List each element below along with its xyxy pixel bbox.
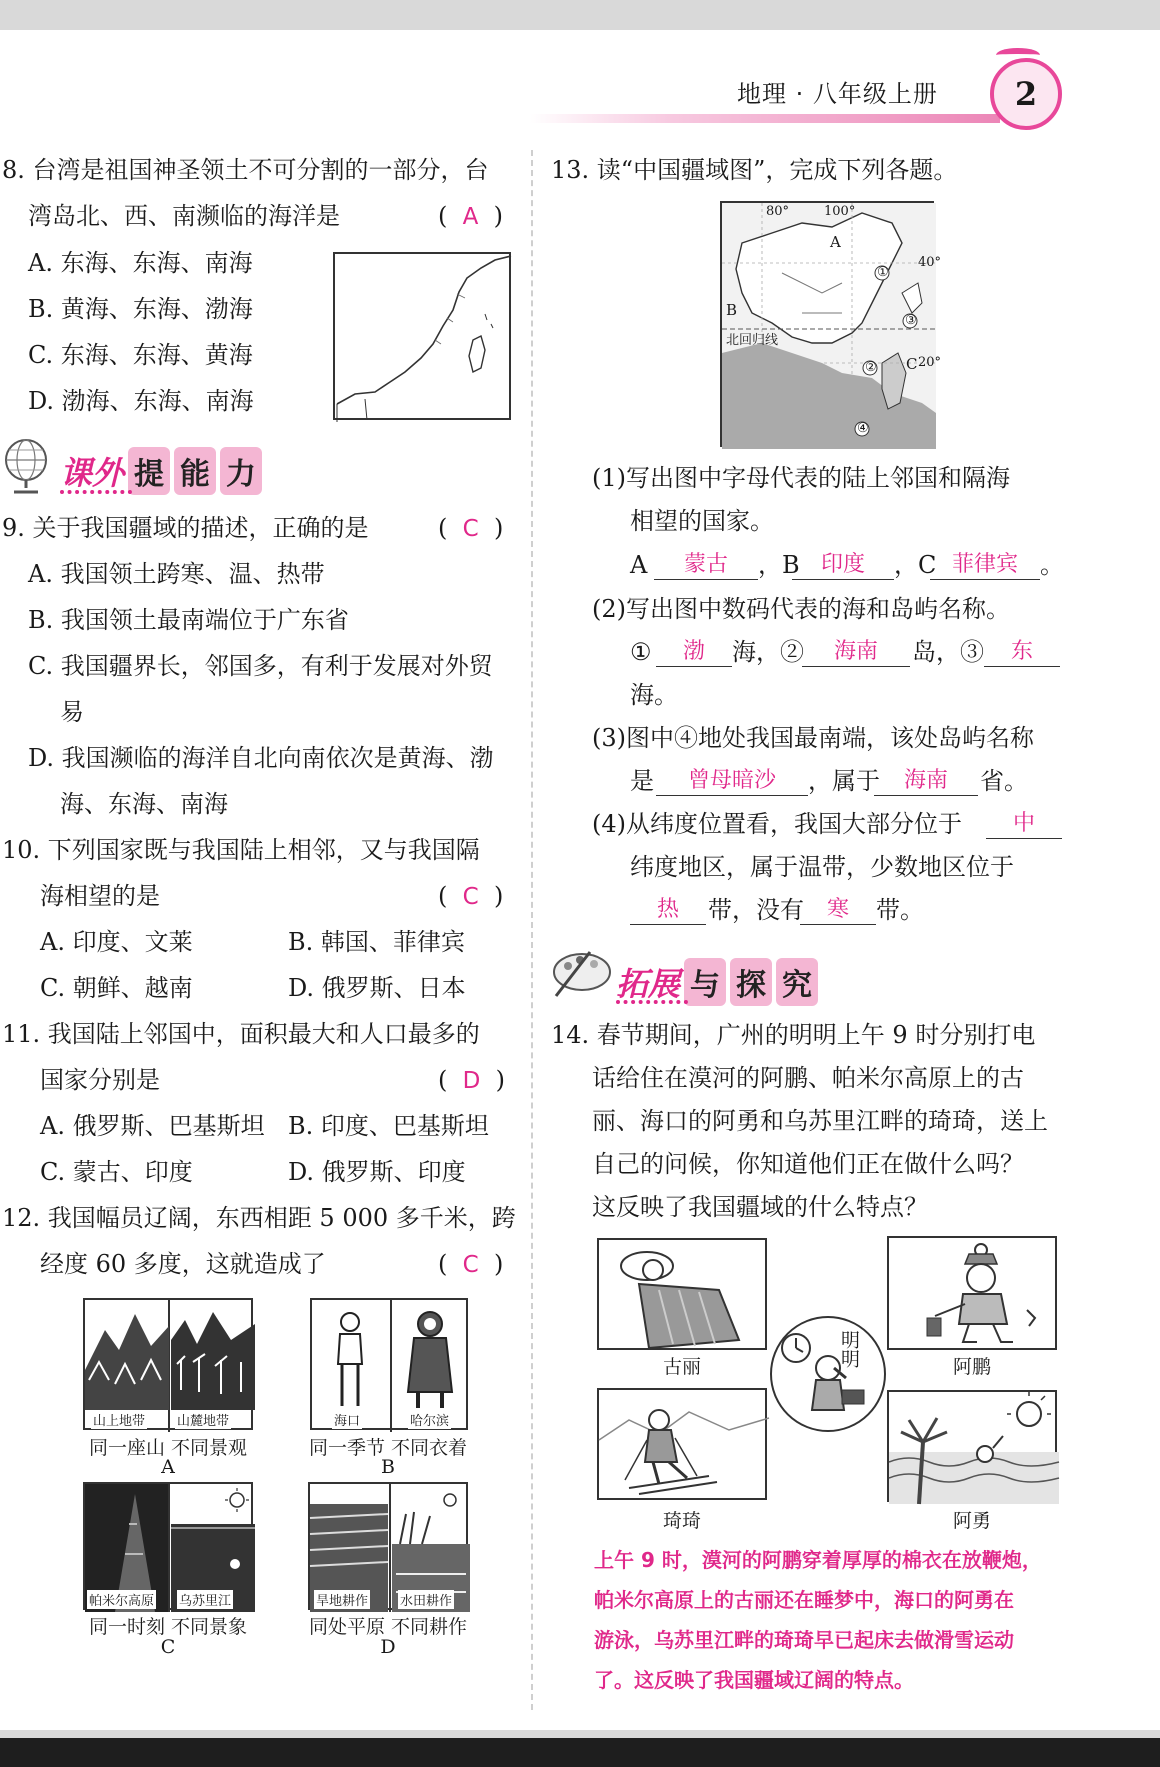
q14-stem-line2: 话给住在漠河的阿鹏、帕米尔高原上的古	[592, 1064, 1024, 1092]
q8-option-b: B. 黄海、东海、渤海	[28, 295, 253, 323]
q14-stem-line1: 14. 春节期间，广州的明明上午 9 时分别打电	[551, 1021, 1036, 1049]
q11-stem-line2: 国家分别是	[40, 1066, 160, 1094]
q8-stem-line1: 8. 台湾是祖国神圣领土不可分割的一部分，台	[2, 156, 489, 184]
q12-d-right-label: 水田耕作	[398, 1590, 454, 1609]
q13-p2-answer-3: 东	[984, 637, 1060, 667]
q12-stem-line2: 经度 60 多度，这就造成了	[40, 1250, 326, 1278]
map-marker-4: ④	[857, 421, 869, 436]
map-marker-2: ②	[865, 360, 877, 375]
guli-caption: 古丽	[662, 1356, 701, 1378]
q13-p4-answer-1: 中	[986, 809, 1062, 839]
q9-option-b: B. 我国领土最南端位于广东省	[28, 606, 349, 634]
bottom-bar	[0, 1738, 1160, 1767]
taiwan-coast-map	[333, 252, 511, 420]
q14-answer-line1: 上午 9 时，漠河的阿鹏穿着厚厚的棉衣在放鞭炮，	[594, 1548, 1042, 1572]
apeng-firecracker-panel	[887, 1236, 1057, 1350]
q13-p1-b-label: ，B	[758, 551, 800, 579]
phone-call-icon	[772, 1318, 884, 1430]
q8-stem-line2: 湾岛北、西、南濒临的海洋是	[28, 202, 340, 230]
skier-icon	[599, 1390, 769, 1502]
paint-palette-icon	[550, 944, 612, 1000]
swimmer-beach-icon	[889, 1392, 1059, 1504]
q13-p3-line1: (3)图中④地处我国最南端，该处岛屿名称	[592, 724, 1034, 752]
q12-d-left-label: 旱地耕作	[314, 1590, 370, 1609]
q11-option-d: D. 俄罗斯、印度	[288, 1158, 466, 1186]
q13-p4-line2: 纬度地区，属于温带，少数地区位于	[630, 853, 1014, 881]
section-extra-part1: 课外	[60, 454, 125, 492]
section-explore-underline	[616, 1000, 688, 1004]
q13-p3-t1: 是	[630, 767, 654, 795]
q13-p3-answer-2: 海南	[874, 766, 978, 796]
child-firecracker-icon	[889, 1238, 1059, 1352]
guli-sleeping-panel	[597, 1238, 767, 1350]
q14-answer	[594, 1540, 1064, 1700]
q11-answer: D	[462, 1068, 481, 1094]
q8-option-d: D. 渤海、东海、南海	[28, 387, 254, 415]
page-number: 2	[1014, 75, 1038, 113]
q10-option-a: A. 印度、文莱	[40, 928, 193, 956]
q13-p4-t2: 带。	[876, 896, 924, 924]
q10-option-d: D. 俄罗斯、日本	[288, 974, 466, 1002]
q13-p3-answer-1: 曾母暗沙	[656, 766, 808, 796]
q12-d-letter: D	[380, 1636, 396, 1658]
q8-option-c: C. 东海、东海、黄海	[28, 341, 253, 369]
q9-option-d-line1: D. 我国濒临的海洋自北向南依次是黄海、渤	[28, 744, 494, 772]
q13-stem: 13. 读“中国疆域图”，完成下列各题。	[551, 156, 958, 184]
q13-p4-line1: (4)从纬度位置看，我国大部分位于	[592, 810, 962, 838]
q14-stem-line3: 丽、海口的阿勇和乌苏里江畔的琦琦，送上	[592, 1107, 1048, 1135]
q13-p2-t1: 海，②	[732, 638, 804, 666]
q13-p1-line2: 相望的国家。	[630, 507, 774, 535]
q13-p2-t2: 岛，③	[912, 638, 984, 666]
map-lat-40: 40°	[918, 255, 942, 270]
mingming-label: 明明	[838, 1330, 860, 1368]
q11-option-a: A. 俄罗斯、巴基斯坦	[40, 1112, 265, 1140]
q13-p1-a-answer: 蒙古	[654, 550, 758, 580]
q13-p1-c-label: ，C	[894, 551, 937, 579]
q13-p4-answer-3: 寒	[800, 895, 876, 925]
q10-answer: C	[462, 884, 479, 910]
q11-option-c: C. 蒙古、印度	[40, 1158, 193, 1186]
taiwan-coast-map-drawing	[335, 254, 513, 422]
q12-d-caption: 同处平原 不同耕作	[308, 1616, 468, 1638]
section-header-explore	[616, 958, 818, 1006]
map-lat-20: 20°	[918, 355, 942, 370]
q13-p3-t2: ，属于	[808, 767, 880, 795]
section-explore-part1: 拓展	[616, 965, 681, 1003]
q13-p2-t3: 海。	[630, 681, 678, 709]
q12-c-right-label: 乌苏里江	[177, 1590, 233, 1609]
q10-answer-bracket: ( C )	[438, 882, 504, 910]
q9-option-c-line2: 易	[60, 698, 84, 726]
q12-b-letter: B	[381, 1456, 395, 1478]
q12-a-right-label: 山麓地带	[175, 1410, 231, 1429]
q9-answer: C	[462, 516, 479, 542]
q13-p1-b-answer: 印度	[792, 550, 894, 580]
q12-stem-line1: 12. 我国幅员辽阔，东西相距 5 000 多千米，跨	[2, 1204, 516, 1232]
q14-answer-line3: 游泳，乌苏里江畔的琦琦早已起床去做滑雪运动	[594, 1628, 1014, 1652]
map-lon-100: 100°	[824, 204, 856, 219]
q12-a-left-label: 山上地带	[91, 1410, 147, 1429]
q12-answer: C	[462, 1252, 479, 1278]
q13-p3-t3: 省。	[980, 767, 1028, 795]
section-extra-part3: 能	[174, 447, 216, 495]
map-marker-1: ①	[877, 265, 889, 280]
q12-b-left-label: 海口	[332, 1410, 362, 1429]
q12-b-caption: 同一季节 不同衣着	[308, 1437, 468, 1459]
q13-p4-t1: 带，没有	[708, 896, 804, 924]
map-label-c: C	[906, 355, 918, 373]
q13-p2-line1: (2)写出图中数码代表的海和岛屿名称。	[592, 595, 1010, 623]
ayong-swimming-panel	[887, 1390, 1057, 1502]
q9-stem: 9. 关于我国疆域的描述，正确的是	[2, 514, 369, 542]
q12-c-left-label: 帕米尔高原	[87, 1590, 156, 1609]
q12-figure-b	[310, 1298, 468, 1430]
map-tropic-label: 北回归线	[726, 333, 779, 348]
section-header-extra	[60, 447, 262, 495]
q13-p4-answer-2: 热	[630, 895, 706, 925]
q10-stem-line2: 海相望的是	[40, 882, 160, 910]
q14-answer-line2: 帕米尔高原上的古丽还在睡梦中，海口的阿勇在	[594, 1588, 1014, 1612]
header-rule	[530, 114, 1000, 123]
section-explore-part2: 与	[684, 958, 726, 1006]
section-extra-part2: 提	[128, 447, 170, 495]
q9-answer-bracket: ( C )	[438, 514, 504, 542]
q13-p1-end: 。	[1040, 551, 1064, 579]
q10-option-b: B. 韩国、菲律宾	[288, 928, 465, 956]
q12-a-letter: A	[161, 1456, 175, 1478]
q14-stem-line5: 这反映了我国疆域的什么特点？	[592, 1193, 928, 1221]
q9-option-a: A. 我国领土跨寒、温、热带	[28, 560, 325, 588]
q9-option-c-line1: C. 我国疆界长，邻国多，有利于发展对外贸	[28, 652, 493, 680]
map-label-b: B	[726, 301, 738, 319]
q13-p1-line1: (1)写出图中字母代表的陆上邻国和隔海	[592, 464, 1010, 492]
header-title: 地理 · 八年级上册	[737, 80, 938, 108]
q14-stem-line4: 自己的问候，你知道他们正在做什么吗？	[592, 1150, 1024, 1178]
q10-option-c: C. 朝鲜、越南	[40, 974, 193, 1002]
q10-stem-line1: 10. 下列国家既与我国陆上相邻，又与我国隔	[2, 836, 480, 864]
section-extra-part4: 力	[220, 447, 262, 495]
q9-option-d-line2: 海、东海、南海	[60, 790, 228, 818]
ayong-caption: 阿勇	[952, 1510, 991, 1532]
page-number-badge	[990, 58, 1062, 130]
q12-a-caption: 同一座山 不同景观	[88, 1437, 248, 1459]
map-label-a: A	[830, 233, 841, 251]
q12-figure-c	[83, 1482, 253, 1610]
mingming-phone-circle	[770, 1316, 886, 1432]
q13-p1-a-label: A	[630, 551, 648, 579]
section-explore-part4: 究	[776, 958, 818, 1006]
q12-c-letter: C	[160, 1636, 176, 1658]
q13-p2-answer-1: 渤	[656, 637, 732, 667]
section-extra-underline	[60, 490, 132, 494]
q14-answer-line4: 了。这反映了我国疆域辽阔的特点。	[594, 1668, 914, 1692]
q12-b-right-label: 哈尔滨	[408, 1410, 451, 1429]
map-marker-3: ③	[905, 313, 917, 328]
q12-figure-d	[308, 1482, 468, 1610]
apeng-caption: 阿鹏	[952, 1356, 991, 1378]
q8-option-a: A. 东海、东海、南海	[28, 249, 253, 277]
q11-stem-line1: 11. 我国陆上邻国中，面积最大和人口最多的	[2, 1020, 480, 1048]
map-lon-80: 80°	[766, 204, 790, 219]
sleeping-person-icon	[599, 1240, 769, 1352]
q8-answer-bracket: ( A )	[438, 202, 503, 230]
column-divider	[531, 150, 533, 1710]
q11-answer-bracket: ( D )	[438, 1066, 505, 1094]
section-explore-part3: 探	[730, 958, 772, 1006]
qiqi-skiing-panel	[597, 1388, 767, 1500]
q12-answer-bracket: ( C )	[438, 1250, 504, 1278]
q11-option-b: B. 印度、巴基斯坦	[288, 1112, 489, 1140]
q13-p2-answer-2: 海南	[802, 637, 910, 667]
q12-c-caption: 同一时刻 不同景象	[88, 1616, 248, 1638]
q13-p1-c-answer: 菲律宾	[930, 550, 1040, 580]
q8-answer: A	[462, 204, 479, 230]
q13-p2-n1: ①	[630, 638, 652, 666]
q12-figure-a	[83, 1298, 253, 1430]
qiqi-caption: 琦琦	[662, 1510, 701, 1532]
china-territory-map	[720, 201, 942, 447]
globe-icon	[2, 436, 54, 496]
